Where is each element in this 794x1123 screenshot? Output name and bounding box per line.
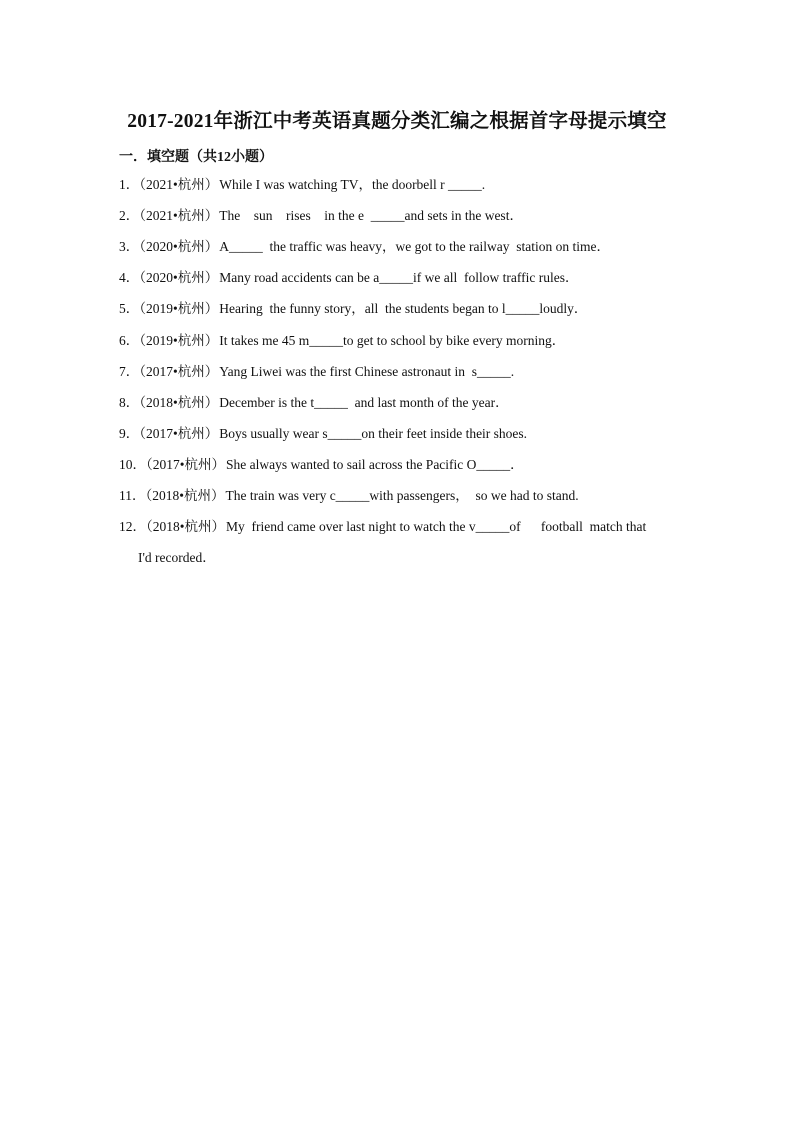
question-item bbox=[119, 394, 509, 412]
question-number: 2． bbox=[119, 208, 140, 223]
question-text: It takes me 45 m_____to get to school by bike every morning． bbox=[219, 333, 566, 348]
question-source: （2018•杭州） bbox=[146, 519, 225, 534]
question-number: 5． bbox=[119, 301, 140, 316]
question-source: （2017•杭州） bbox=[146, 457, 225, 472]
document-title: 2017-2021年浙江中考英语真题分类汇编之根据首字母提示填空 bbox=[127, 111, 667, 132]
question-number: 11． bbox=[119, 488, 146, 503]
question-text: Yang Liwei was the first Chinese astronaut in s_____. bbox=[219, 364, 515, 379]
question-text: The sun rises in the e _____and sets in the west． bbox=[219, 208, 523, 223]
question-text: The train was very c_____with passengers， so we had to stand. bbox=[225, 488, 579, 503]
question-number: 9． bbox=[119, 426, 140, 441]
question-item bbox=[119, 332, 565, 350]
question-source: （2021•杭州） bbox=[139, 177, 219, 192]
question-text-continuation: I'd recorded． bbox=[138, 550, 216, 565]
section-heading: 一．填空题（共12小题） bbox=[119, 150, 273, 165]
question-item bbox=[119, 425, 527, 443]
question-text: While I was watching TV，the doorbell r _____. bbox=[219, 177, 486, 192]
question-item bbox=[119, 487, 579, 505]
question-source: （2020•杭州） bbox=[139, 239, 219, 254]
question-source: （2017•杭州） bbox=[139, 364, 219, 379]
question-item bbox=[119, 518, 646, 536]
question-source: （2018•杭州） bbox=[145, 488, 225, 503]
question-item bbox=[119, 456, 524, 474]
question-number: 7． bbox=[119, 364, 140, 379]
question-text: Many road accidents can be a_____if we all follow traffic rules． bbox=[219, 270, 579, 285]
question-item bbox=[119, 238, 610, 256]
question-item bbox=[119, 363, 514, 381]
question-text: Boys usually wear s_____on their feet inside their shoes. bbox=[219, 426, 528, 441]
question-text: A_____ the traffic was heavy，we got to the railway station on time． bbox=[219, 239, 611, 254]
question-item bbox=[119, 207, 523, 225]
question-number: 8． bbox=[119, 395, 140, 410]
question-number: 4． bbox=[119, 270, 140, 285]
question-item bbox=[119, 269, 578, 287]
question-source: （2019•杭州） bbox=[139, 333, 219, 348]
question-number: 10． bbox=[119, 457, 146, 472]
question-number: 6． bbox=[119, 333, 140, 348]
question-source: （2021•杭州） bbox=[139, 208, 219, 223]
question-text: My friend came over last night to watch the v_____of football match that bbox=[225, 519, 647, 534]
question-source: （2020•杭州） bbox=[139, 270, 219, 285]
question-text: December is the t_____ and last month of the year． bbox=[219, 395, 509, 410]
question-text: Hearing the funny story，all the students began to l_____loudly． bbox=[219, 301, 588, 316]
question-item bbox=[119, 300, 587, 318]
question-source: （2018•杭州） bbox=[139, 395, 219, 410]
question-text: She always wanted to sail across the Pacific O_____． bbox=[225, 457, 524, 472]
question-number: 3． bbox=[119, 239, 140, 254]
question-number: 1． bbox=[119, 177, 140, 192]
question-source: （2017•杭州） bbox=[139, 426, 219, 441]
question-item bbox=[119, 176, 485, 194]
question-number: 12． bbox=[119, 519, 146, 534]
question-source: （2019•杭州） bbox=[139, 301, 219, 316]
